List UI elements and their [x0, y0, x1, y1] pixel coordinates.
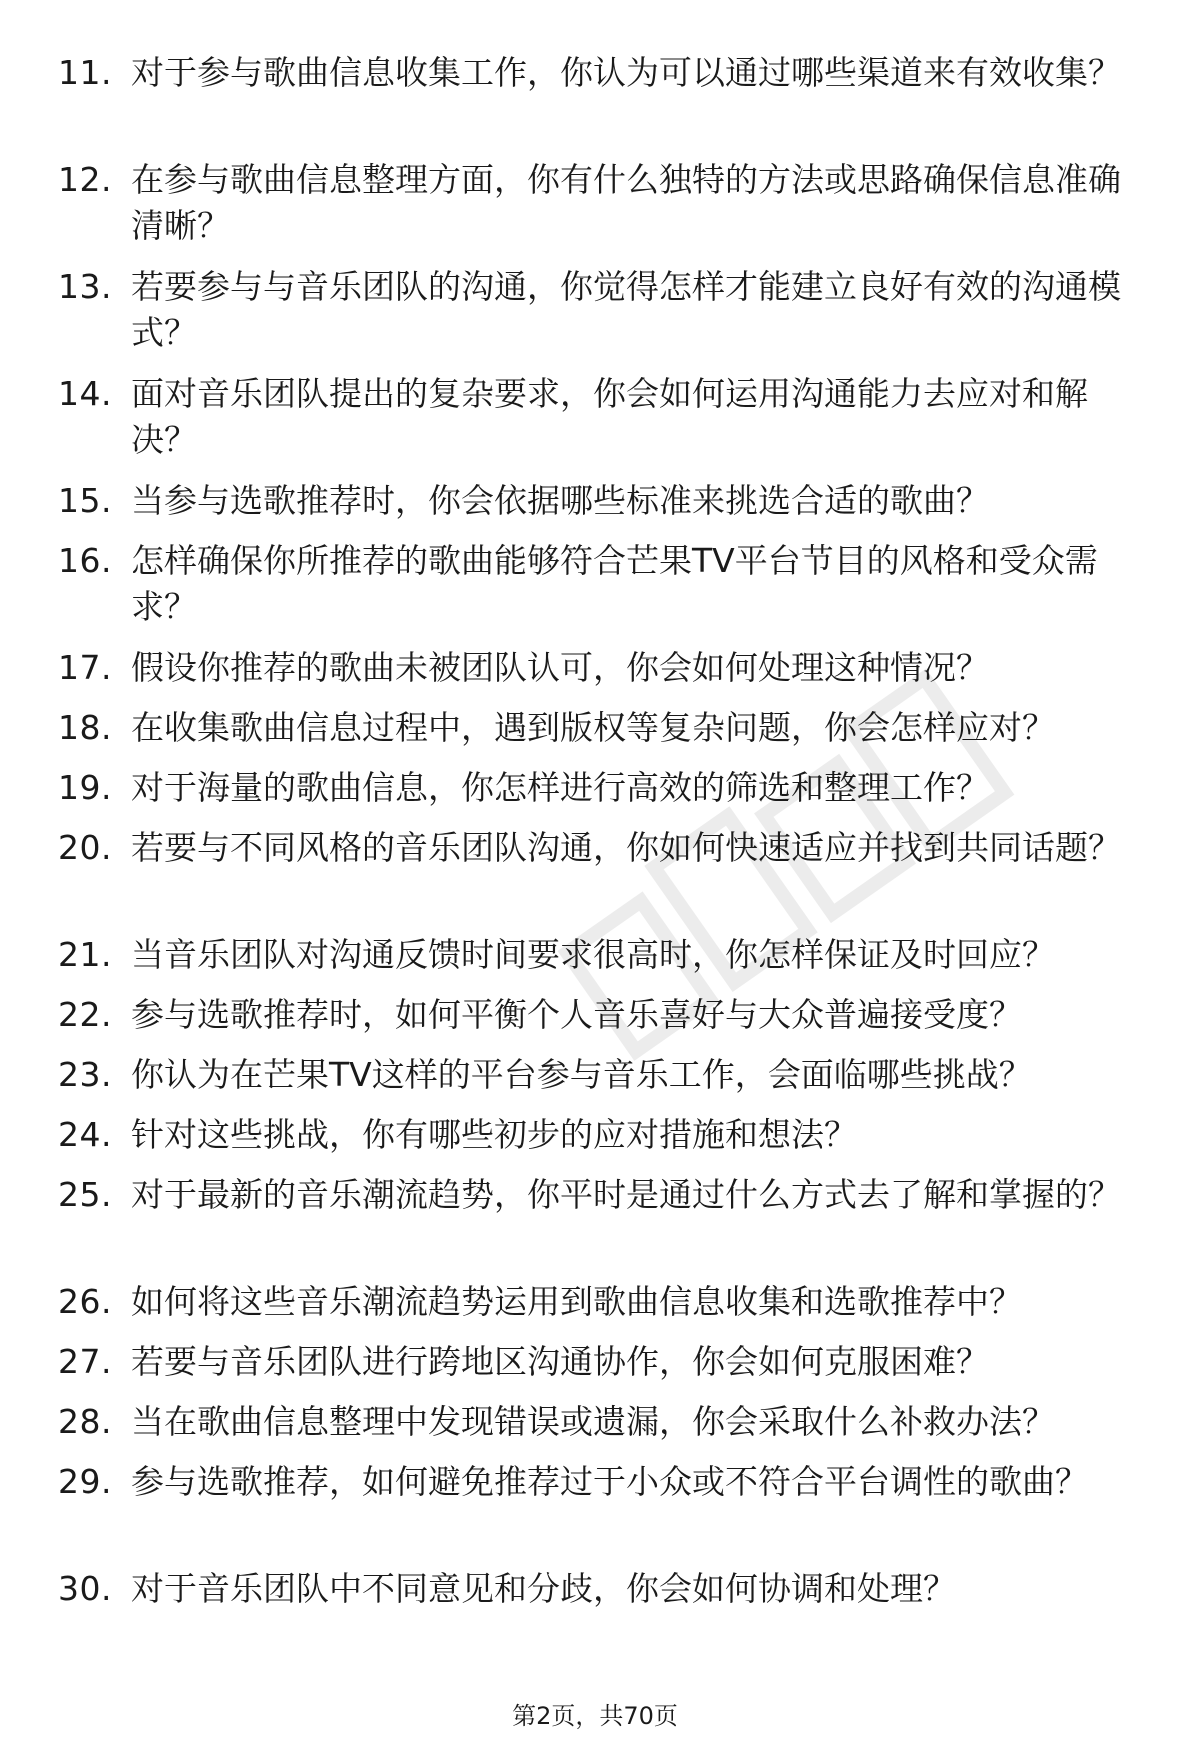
- question-number: 16.: [58, 541, 112, 580]
- question-text: 怎样确保你所推荐的歌曲能够符合芒果TV平台节目的风格和受众需求？: [131, 541, 1098, 626]
- question-number: 23.: [58, 1055, 112, 1094]
- question-text: 对于参与歌曲信息收集工作，你认为可以通过哪些渠道来有效收集？: [131, 53, 1121, 92]
- question-item: [58, 1052, 1158, 1112]
- question-text: 对于音乐团队中不同意见和分歧，你会如何协调和处理？: [131, 1569, 956, 1608]
- question-item: [58, 1459, 1158, 1566]
- question-item: [58, 157, 1158, 264]
- question-number: 18.: [58, 708, 112, 747]
- question-number: 26.: [58, 1282, 112, 1321]
- question-item: [58, 1172, 1158, 1279]
- question-item: [58, 705, 1158, 765]
- question-item: [58, 992, 1158, 1052]
- question-item: [58, 371, 1158, 478]
- question-text: 若要与音乐团队进行跨地区沟通协作，你会如何克服困难？: [131, 1342, 989, 1381]
- question-number: 17.: [58, 648, 112, 687]
- question-item: [58, 264, 1158, 371]
- question-text: 假设你推荐的歌曲未被团队认可，你会如何处理这种情况？: [131, 648, 989, 687]
- question-item: [58, 825, 1158, 932]
- question-number: 13.: [58, 267, 112, 306]
- question-text: 参与选歌推荐，如何避免推荐过于小众或不符合平台调性的歌曲？: [131, 1462, 1088, 1501]
- question-number: 27.: [58, 1342, 112, 1381]
- page-number-label: 第2页，共70页: [512, 1702, 678, 1730]
- question-number: 15.: [58, 481, 112, 520]
- question-text: 你认为在芒果TV这样的平台参与音乐工作，会面临哪些挑战？: [131, 1055, 1032, 1094]
- question-item: [58, 50, 1158, 157]
- question-text: 针对这些挑战，你有哪些初步的应对措施和想法？: [131, 1115, 857, 1154]
- question-number: 25.: [58, 1175, 112, 1214]
- question-number: 29.: [58, 1462, 112, 1501]
- question-number: 11.: [58, 53, 112, 92]
- question-number: 19.: [58, 768, 112, 807]
- question-text: 若要与不同风格的音乐团队沟通，你如何快速适应并找到共同话题？: [131, 828, 1121, 867]
- question-list: [58, 50, 1158, 1626]
- question-number: 21.: [58, 935, 112, 974]
- question-text: 对于海量的歌曲信息，你怎样进行高效的筛选和整理工作？: [131, 768, 989, 807]
- question-text: 当在歌曲信息整理中发现错误或遗漏，你会采取什么补救办法？: [131, 1402, 1055, 1441]
- question-item: [58, 1112, 1158, 1172]
- question-item: [58, 1399, 1158, 1459]
- question-text: 面对音乐团队提出的复杂要求，你会如何运用沟通能力去应对和解决？: [131, 374, 1088, 459]
- question-text: 当音乐团队对沟通反馈时间要求很高时，你怎样保证及时回应？: [131, 935, 1055, 974]
- question-item: [58, 765, 1158, 825]
- question-text: 如何将这些音乐潮流趋势运用到歌曲信息收集和选歌推荐中？: [131, 1282, 1022, 1321]
- question-number: 20.: [58, 828, 112, 867]
- question-text: 若要参与与音乐团队的沟通，你觉得怎样才能建立良好有效的沟通模式？: [131, 267, 1121, 352]
- question-text: 参与选歌推荐时，如何平衡个人音乐喜好与大众普遍接受度？: [131, 995, 1022, 1034]
- question-number: 28.: [58, 1402, 112, 1441]
- question-number: 24.: [58, 1115, 112, 1154]
- question-text: 在参与歌曲信息整理方面，你有什么独特的方法或思路确保信息准确清晰？: [131, 160, 1121, 245]
- question-text: 在收集歌曲信息过程中，遇到版权等复杂问题，你会怎样应对？: [131, 708, 1055, 747]
- question-number: 30.: [58, 1569, 112, 1608]
- question-item: [58, 538, 1158, 645]
- question-text: 对于最新的音乐潮流趋势，你平时是通过什么方式去了解和掌握的？: [131, 1175, 1121, 1214]
- question-item: [58, 1339, 1158, 1399]
- question-text: 当参与选歌推荐时，你会依据哪些标准来挑选合适的歌曲？: [131, 481, 989, 520]
- question-item: [58, 478, 1158, 538]
- question-number: 22.: [58, 995, 112, 1034]
- question-number: 14.: [58, 374, 112, 413]
- question-item: [58, 932, 1158, 992]
- page-footer: [0, 1696, 1190, 1731]
- question-item: [58, 1279, 1158, 1339]
- question-number: 12.: [58, 160, 112, 199]
- question-item: [58, 645, 1158, 705]
- question-item: [58, 1566, 1158, 1626]
